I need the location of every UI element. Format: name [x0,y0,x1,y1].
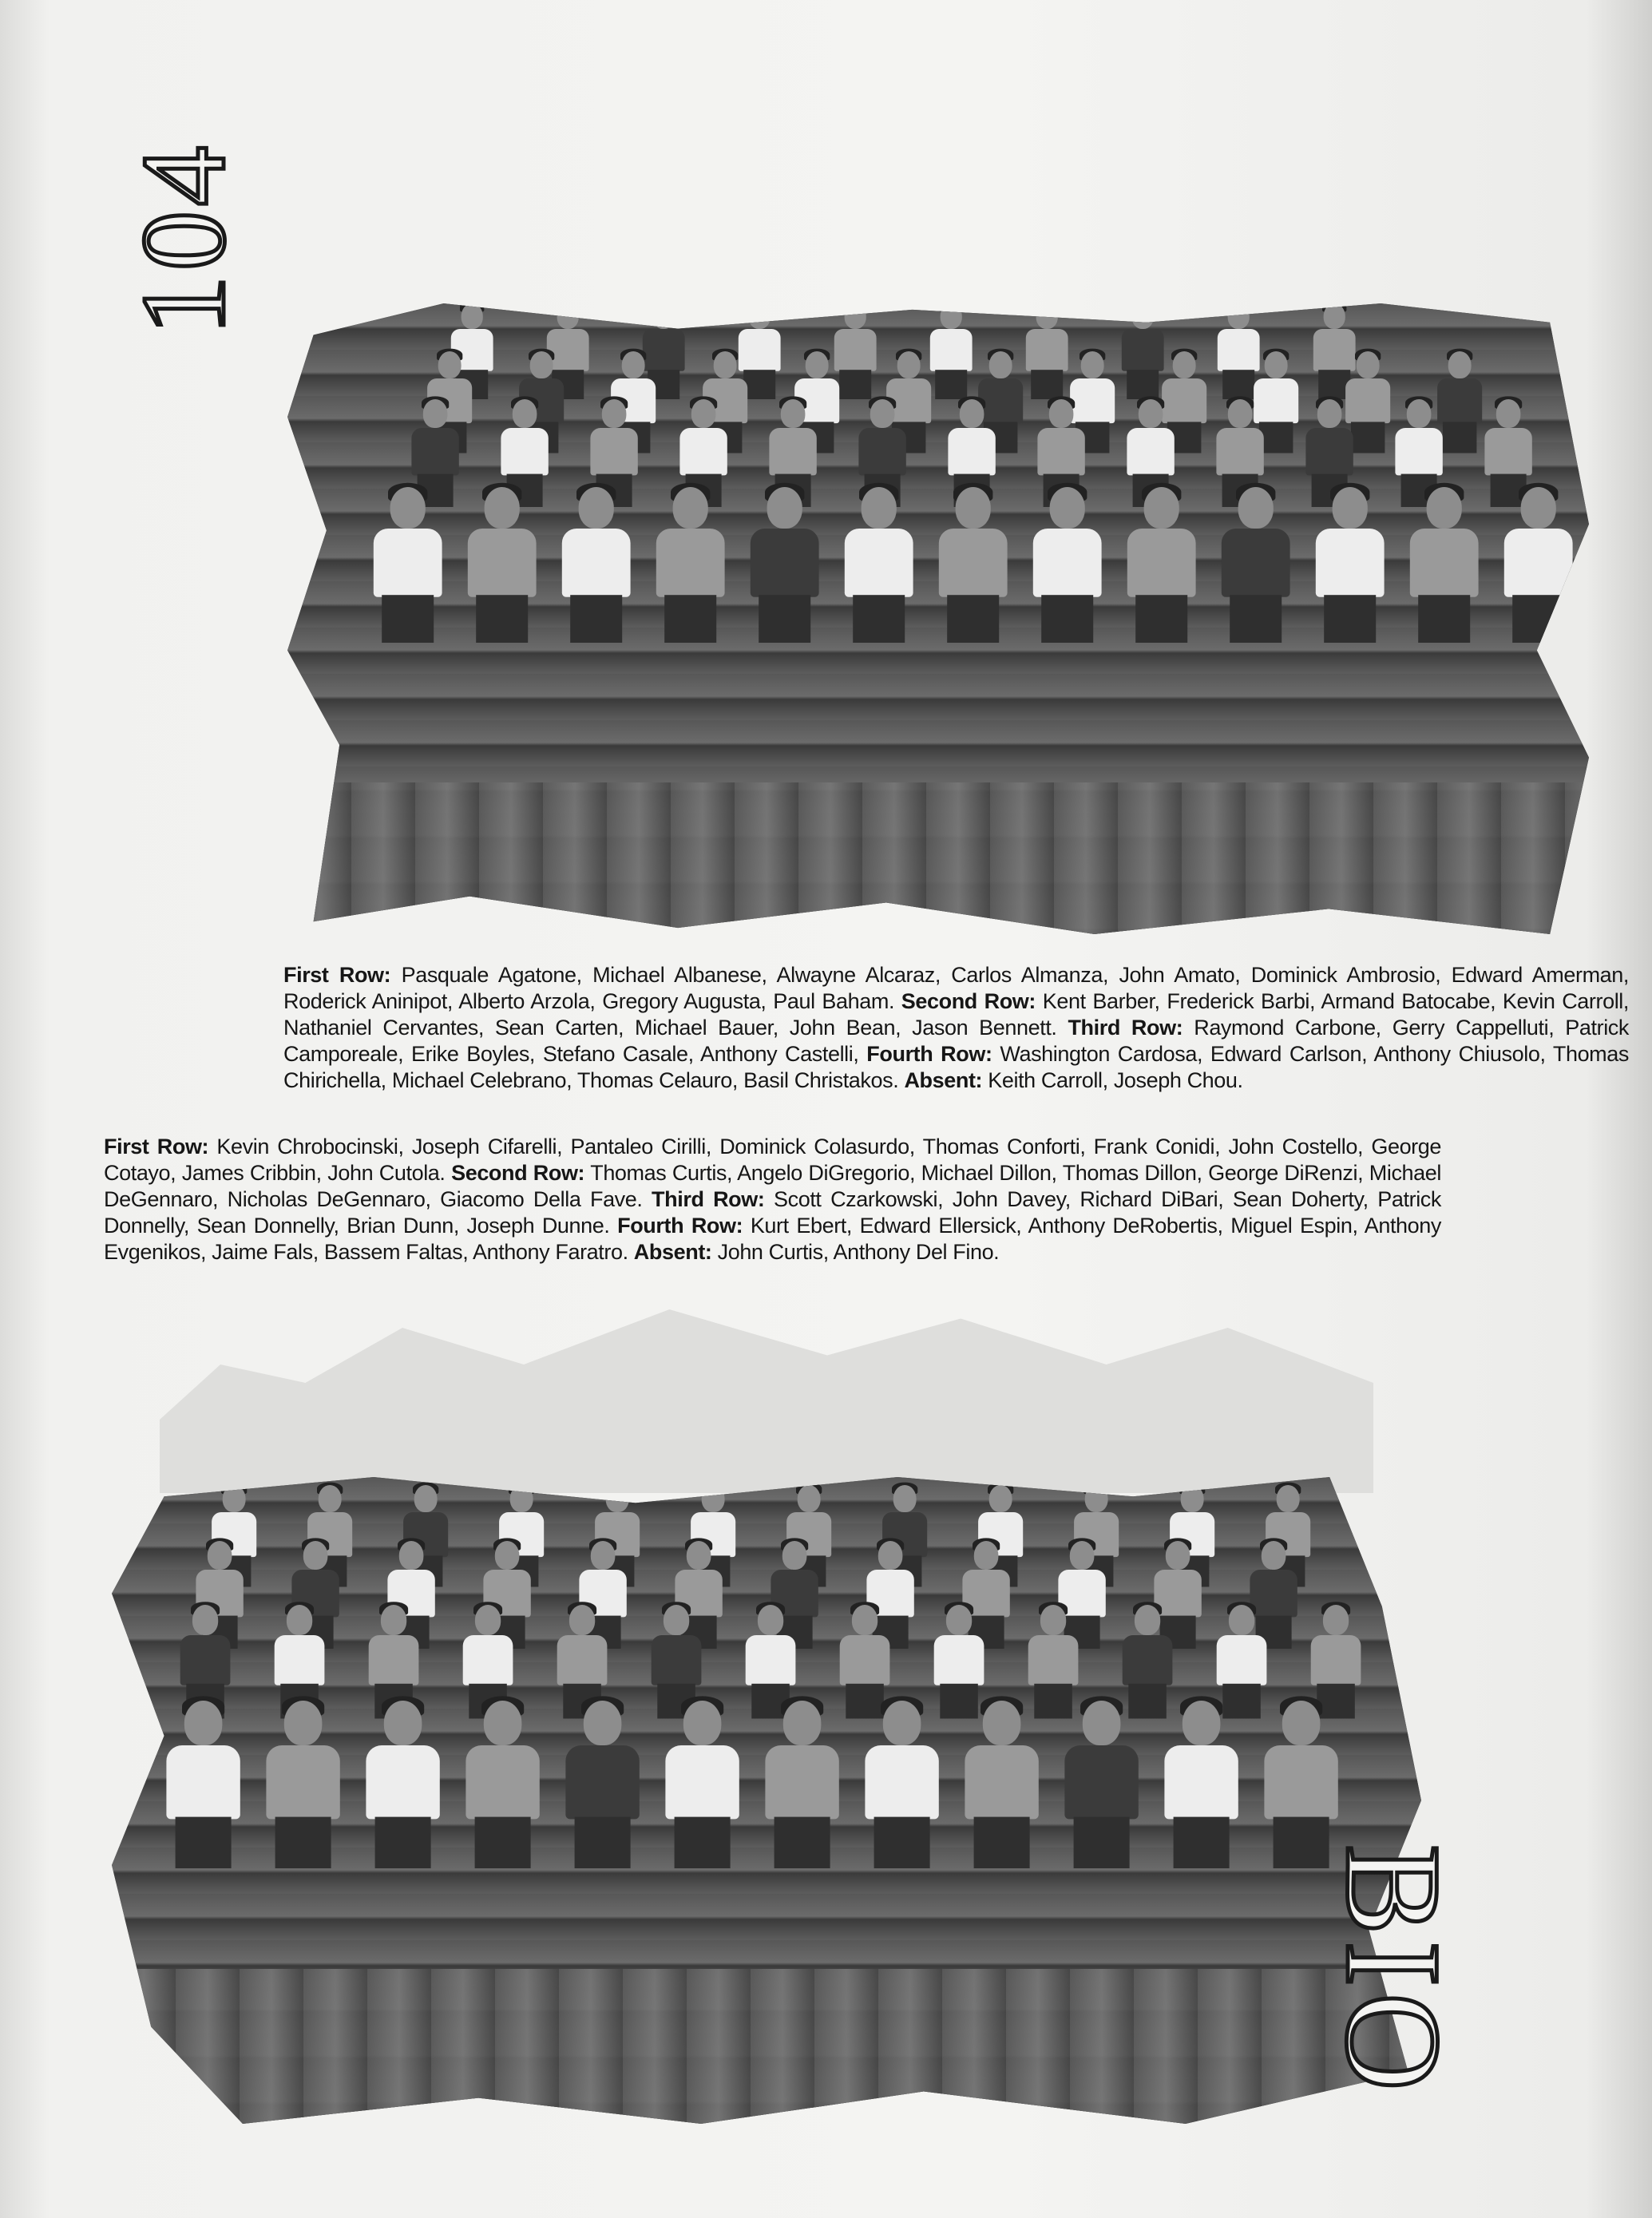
figure-head [1049,399,1074,428]
row-names: Kent Barber, Frederick Barbi, Armand Batocabe, Kevin Carroll, Nathaniel Cervantes, Sean Carten, Michael Bauer, John Bean, Jason Bennett. [283,989,1630,1040]
caption-bottom [104,1134,1441,1265]
row-names: Washington Cardosa, Edward Carlson, Anthony Chiusolo, Thomas Chirichella, Michael Celebrano, Thomas Celauro, Basil Christakos. [283,1042,1629,1092]
puzzle-shape-decoration [160,1309,1373,1493]
figure-head [1496,399,1521,428]
figure-legs [1074,1817,1130,1868]
figure-head [1282,1701,1321,1745]
figure-legs [475,1817,531,1868]
figure-torso [465,1745,539,1819]
figure-legs [974,1817,1030,1868]
figure-torso [845,529,913,597]
figure-head [870,399,895,428]
figure-head [1448,351,1472,378]
row-names: Keith Carroll, Joseph Chou. [982,1068,1243,1092]
figure-hair [652,303,675,312]
figure-legs [1135,595,1187,643]
figure-torso [865,1745,938,1819]
figure-head [783,1701,822,1745]
figure-legs [874,1817,930,1868]
row-names: John Curtis, Anthony Del Fino. [711,1240,1000,1264]
figure-torso [1311,1635,1361,1685]
figure-legs [176,1817,232,1868]
figure-torso [590,428,637,475]
group-photo-top [287,303,1589,934]
figure-head [749,303,771,329]
student-figure [858,1701,945,1868]
row-label: Second Row: [901,989,1036,1013]
figure-torso [840,1635,890,1685]
figure-head [284,1701,323,1745]
figure-torso [369,1635,419,1685]
figure-head [1317,399,1342,428]
figure-torso [679,428,727,475]
figure-head [513,399,537,428]
figure-head [1323,1605,1349,1635]
student-figure [1215,487,1296,643]
figure-head [974,1541,999,1570]
page-number: 104 [117,141,250,335]
figure-head [960,399,984,428]
figure-torso [1216,428,1263,475]
student-figure [459,1701,546,1868]
student-figure [838,487,919,643]
figure-head [989,351,1012,378]
caption-top [283,962,1629,1094]
figure-head [1173,351,1196,378]
figure-legs [935,370,967,399]
figure-hair [939,303,963,312]
figure-torso [1316,529,1385,597]
figure-legs [1127,370,1159,399]
row-label: Third Row: [1068,1016,1183,1040]
figure-head [767,487,802,529]
row-label: Absent: [904,1068,983,1092]
figure-torso [1217,1635,1267,1685]
figure-torso [180,1635,231,1685]
figure-head [1132,303,1154,329]
figure-head [989,1485,1012,1512]
figure-head [782,1541,807,1570]
row-names: Kurt Ebert, Edward Ellersick, Anthony DeRobertis, Miguel Espin, Anthony Evgenikos, Jaime Fals, Bassem Faltas, Anthony Faratro. [104,1214,1441,1264]
figure-torso [1222,529,1290,597]
row-label: Fourth Row: [617,1214,743,1238]
figure-torso [1395,428,1442,475]
figure-head [862,487,897,529]
row-names: Thomas Curtis, Angelo DiGregorio, Michael Dillon, Thomas Dillon, George DiRenzi, Michael DeGennaro, Nicholas DeGennaro, Giacomo Della Fave. [104,1161,1441,1211]
figure-head [664,1605,689,1635]
figure-legs [1324,595,1376,643]
figure-legs [570,595,622,643]
figure-torso [374,529,442,597]
student-figure [559,1701,646,1868]
figure-head [1277,1485,1300,1512]
figure-head [557,303,579,329]
figure-legs [476,595,528,643]
figure-head [484,1701,522,1745]
student-figure [1404,487,1484,643]
student-figure [462,487,542,643]
row-names: Pasquale Agatone, Michael Albanese, Alwayne Alcaraz, Carlos Almanza, John Amato, Dominick Ambrosio, Edward Amerman, Roderick Aninipot, Alberto Arzola, Gregory Augusta, Paul Baham. [283,963,1630,1013]
figure-head [584,1701,622,1745]
figure-torso [665,1745,739,1819]
figure-hair [747,303,771,312]
group-photo-bottom [112,1477,1421,2124]
figure-torso [562,529,631,597]
figure-torso [1305,428,1353,475]
figure-head [758,1605,783,1635]
figure-head [798,1485,821,1512]
figure-head [192,1605,218,1635]
figure-head [1040,1605,1066,1635]
figure-torso [565,1745,639,1819]
figure-head [384,1701,422,1745]
figure-head [1265,351,1288,378]
student-figure [744,487,825,643]
figure-head [475,1605,501,1635]
figure-head [883,1701,921,1745]
figure-torso [934,1635,984,1685]
figure-head [946,1605,972,1635]
figure-head [303,1541,328,1570]
figure-torso [1264,1745,1337,1819]
student-figure [1309,487,1390,643]
figure-head [1427,487,1462,529]
gym-floor [287,782,1589,934]
figure-legs [275,1817,331,1868]
figure-torso [1064,1745,1138,1819]
figure-head [390,487,426,529]
figure-head [1521,487,1556,529]
figure-torso [1033,529,1102,597]
figure-torso [1127,428,1174,475]
figure-head [781,399,806,428]
student-figure [933,487,1013,643]
figure-legs [759,595,810,643]
figure-head [569,1605,595,1635]
figure-torso [463,1635,513,1685]
row-names: Raymond Carbone, Gerry Cappelluti, Patrick Camporeale, Erike Boyles, Stefano Casale, Anthony Castelli, [283,1016,1629,1066]
figure-torso [948,428,995,475]
student-figure [367,487,448,643]
figure-head [184,1701,223,1745]
figure-hair [1226,303,1250,312]
student-figure [359,1701,446,1868]
figure-torso [652,1635,702,1685]
row-label: First Row: [104,1135,209,1159]
student-figure [958,1701,1045,1868]
figure-torso [769,428,816,475]
student-figure [1498,487,1579,643]
row-names: Kevin Chrobocinski, Joseph Cifarelli, Pantaleo Cirilli, Dominick Colasurdo, Thomas Conforti, Frank Conidi, John Costello, George Cotayo, James Cribbin, John Cutola. [104,1135,1442,1185]
figure-head [423,399,448,428]
row-label: Fourth Row: [866,1042,992,1066]
figure-head [1229,1605,1254,1635]
student-figure [1158,1701,1245,1868]
figure-legs [1418,595,1470,643]
figure-torso [411,428,458,475]
figure-hair [1035,303,1059,312]
figure-torso [501,428,548,475]
figure-head [1083,1701,1121,1745]
row-label: First Row: [283,963,391,987]
figure-head [399,1541,424,1570]
figure-hair [1131,303,1155,312]
figure-torso [1410,529,1479,597]
figure-head [714,351,737,378]
figure-head [1139,399,1163,428]
figure-legs [1174,1817,1230,1868]
figure-torso [468,529,537,597]
figure-head [530,351,553,378]
homeroom-code: BIO [1318,1844,1468,2097]
figure-head [462,303,483,329]
student-figure [1027,487,1107,643]
figure-torso [266,1745,339,1819]
figure-legs [1512,595,1564,643]
figure-head [319,1485,342,1512]
figure-torso [765,1745,838,1819]
figure-head [485,487,520,529]
figure-torso [746,1635,796,1685]
figure-head [622,351,645,378]
figure-head [983,1701,1021,1745]
figure-legs [774,1817,830,1868]
figure-head [1228,303,1250,329]
figure-head [1144,487,1179,529]
figure-head [1050,487,1085,529]
student-figure [1121,487,1202,643]
figure-torso [1504,529,1573,597]
figure-head [845,303,866,329]
figure-head [1183,1701,1221,1745]
row-label: Absent: [633,1240,712,1264]
student-figure [759,1701,846,1868]
figure-head [602,399,627,428]
student-figure [160,1701,247,1868]
gym-floor [112,1969,1421,2124]
figure-head [381,1605,406,1635]
figure-legs [1031,370,1063,399]
figure-torso [1028,1635,1079,1685]
figure-head [1357,351,1380,378]
figure-torso [930,329,973,371]
figure-head [691,399,716,428]
figure-head [683,1701,722,1745]
student-figure [650,487,731,643]
figure-torso [858,428,905,475]
figure-head [673,487,708,529]
figure-torso [1164,1745,1238,1819]
figure-torso [166,1745,240,1819]
figure-torso [557,1635,608,1685]
row-label: Second Row: [451,1161,585,1185]
student-figure [259,1701,347,1868]
figure-head [941,303,962,329]
student-figure [1058,1701,1145,1868]
figure-head [1081,351,1104,378]
figure-head [1070,1541,1095,1570]
figure-head [878,1541,903,1570]
figure-hair [843,303,867,312]
figure-head [1262,1541,1286,1570]
figure-head [1407,399,1432,428]
figure-head [852,1605,878,1635]
figure-torso [275,1635,325,1685]
figure-head [287,1605,312,1635]
figure-head [806,351,829,378]
figure-head [414,1485,438,1512]
figure-torso [751,529,819,597]
figure-torso [939,529,1008,597]
figure-legs [1041,595,1093,643]
figure-legs [375,1817,431,1868]
figure-legs [839,370,871,399]
figure-torso [1037,428,1084,475]
figure-head [579,487,614,529]
figure-legs [1443,422,1477,453]
figure-head [893,1485,917,1512]
figure-hair [556,303,580,312]
figure-head [687,1541,711,1570]
figure-head [591,1541,616,1570]
row-names: Scott Czarkowski, John Davey, Richard DiBari, Sean Doherty, Patrick Donnelly, Sean Donnelly, Brian Dunn, Joseph Dunne. [104,1187,1441,1238]
student-figure [659,1701,746,1868]
figure-legs [947,595,999,643]
student-figure [556,487,636,643]
figure-head [1324,303,1345,329]
figure-legs [853,595,905,643]
figure-head [1228,399,1253,428]
figure-head [1238,487,1274,529]
figure-head [208,1541,232,1570]
row-label: Third Row: [652,1187,765,1211]
figure-head [897,351,921,378]
figure-head [1333,487,1368,529]
figure-head [1036,303,1058,329]
figure-head [653,303,675,329]
figure-head [1166,1541,1190,1570]
figure-legs [664,595,716,643]
figure-legs [575,1817,631,1868]
figure-torso [1026,329,1068,371]
student-figure [1258,1701,1345,1868]
figure-head [956,487,991,529]
figure-torso [1123,1635,1173,1685]
figure-torso [1127,529,1196,597]
figure-torso [656,529,725,597]
figure-legs [382,595,434,643]
student-figure [1022,303,1072,399]
figure-torso [366,1745,439,1819]
figure-head [1135,1605,1160,1635]
figure-torso [965,1745,1038,1819]
figure-legs [675,1817,731,1868]
figure-torso [1484,428,1531,475]
figure-legs [1230,595,1282,643]
figure-head [495,1541,520,1570]
figure-head [438,351,462,378]
